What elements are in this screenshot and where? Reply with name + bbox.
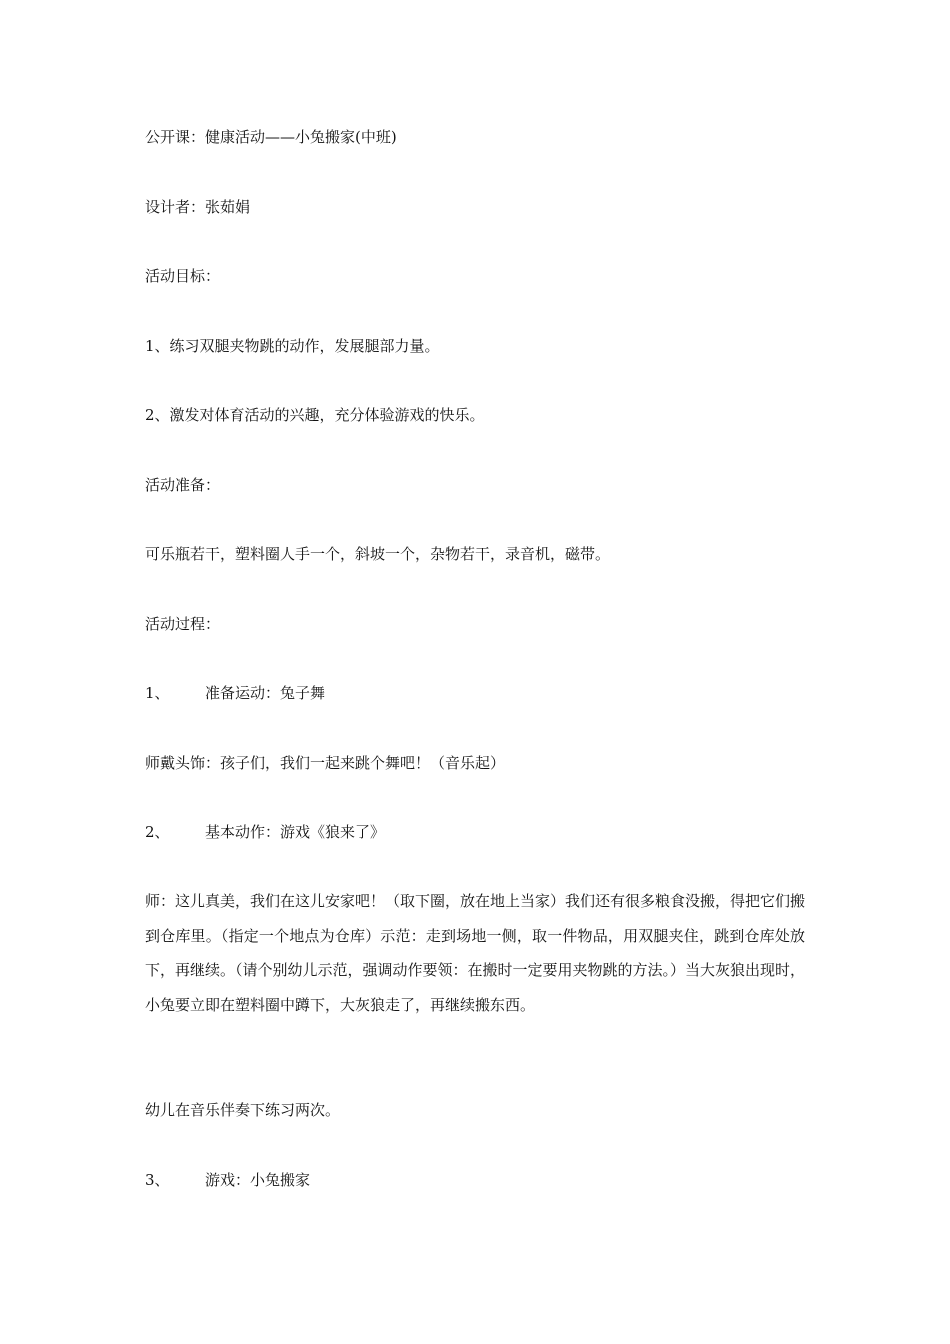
step-2-heading [145,822,385,842]
step-2-number: 2、 [145,823,170,841]
step-2-title: 基本动作：游戏《狼来了》 [205,823,386,841]
designer-line: 设计者：张茹娟 [145,198,251,216]
process-heading: 活动过程： [145,615,221,633]
step-2-text: 师：这儿真美，我们在这儿安家吧！（取下圈，放在地上当家）我们还有很多粮食没搬，得把它们搬到仓库里。（指定一个地点为仓库）示范：走到场地一侧，取一件物品，用双腿夹住，跳到仓库处放下，再继续。（请个别幼儿示范，强调动作要领：在搬时一定要用夹物跳的方法。）当大灰狼出现时，小兔要立即在塑料圈中蹲下，大灰狼走了，再继续搬东西。 [145,892,806,1014]
goals-heading: 活动目标： [145,267,221,285]
step-1-heading [145,683,325,703]
prep-text: 可乐瓶若干，塑料圈人手一个，斜坡一个，杂物若干，录音机，磁带。 [145,545,611,563]
goal-item-1: 1、练习双腿夹物跳的动作，发展腿部力量。 [145,337,440,355]
step-2-practice: 幼儿在音乐伴奏下练习两次。 [145,1101,341,1119]
goal-item-2: 2、激发对体育活动的兴趣，充分体验游戏的快乐。 [145,406,485,424]
document-title: 公开课：健康活动——小兔搬家(中班) [145,128,397,146]
step-3-heading [145,1170,310,1190]
step-3-number: 3、 [145,1171,170,1189]
prep-heading: 活动准备： [145,476,221,494]
step-1-title: 准备运动：兔子舞 [205,684,326,702]
step-1-number: 1、 [145,684,170,702]
step-3-title: 游戏：小兔搬家 [205,1171,311,1189]
step-1-text: 师戴头饰：孩子们，我们一起来跳个舞吧！（音乐起） [145,754,506,772]
